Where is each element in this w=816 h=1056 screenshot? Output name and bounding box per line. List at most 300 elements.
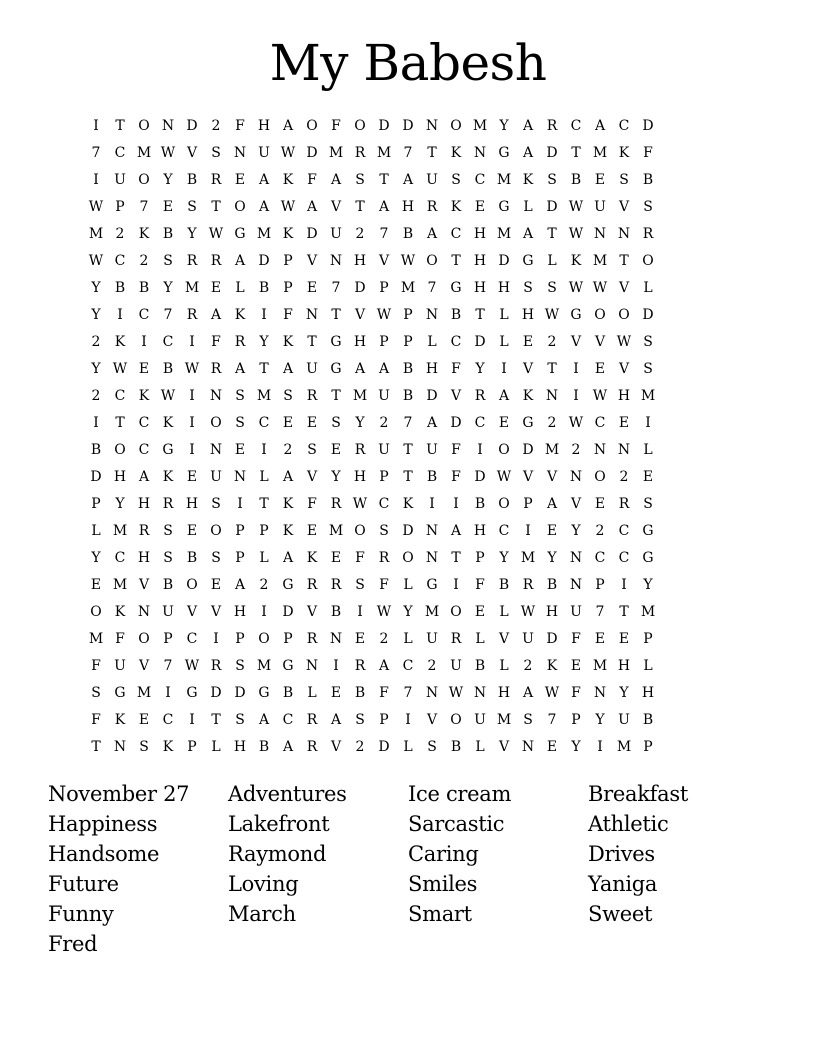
grid-letter: I xyxy=(93,118,99,134)
grid-letter: R xyxy=(210,172,222,188)
grid-letter: H xyxy=(353,334,367,350)
grid-letter: Y xyxy=(91,550,101,566)
grid-letter: D xyxy=(546,145,558,161)
grid-letter: H xyxy=(617,388,631,404)
grid-letter: T xyxy=(115,118,125,134)
grid-letter: K xyxy=(522,388,534,404)
grid-letter: O xyxy=(354,523,366,539)
grid-letter: U xyxy=(162,604,174,620)
grid-letter: M xyxy=(592,145,608,161)
grid-letter: R xyxy=(162,496,174,512)
grid-letter: V xyxy=(378,253,390,269)
grid-letter: A xyxy=(234,577,246,593)
grid-letter: 7 xyxy=(139,199,149,215)
grid-letter: 2 xyxy=(283,442,293,458)
grid-letter: P xyxy=(235,631,245,647)
grid-letter: L xyxy=(235,280,245,296)
grid-letter: E xyxy=(234,442,246,458)
grid-letter: F xyxy=(451,469,461,485)
grid-letter: V xyxy=(618,280,630,296)
grid-letter: F xyxy=(235,118,245,134)
word-list-column xyxy=(408,779,588,959)
grid-letter: R xyxy=(522,577,534,593)
grid-letter: N xyxy=(569,469,583,485)
grid-letter: R xyxy=(306,712,318,728)
grid-letter: W xyxy=(568,415,584,431)
grid-letter: S xyxy=(211,550,221,566)
grid-letter: V xyxy=(138,658,150,674)
grid-letter: G xyxy=(186,685,198,701)
grid-letter: W xyxy=(208,226,224,242)
grid-letter: N xyxy=(521,739,535,755)
grid-letter: W xyxy=(88,253,104,269)
grid-letter: U xyxy=(258,145,270,161)
grid-letter: A xyxy=(378,658,390,674)
grid-letter: S xyxy=(547,280,557,296)
grid-letter: P xyxy=(643,631,653,647)
grid-letter: P xyxy=(403,334,413,350)
grid-letter: C xyxy=(282,712,294,728)
grid-letter: M xyxy=(328,523,344,539)
grid-letter: G xyxy=(330,334,342,350)
grid-letter: I xyxy=(597,739,603,755)
grid-letter: I xyxy=(429,496,435,512)
grid-letter: 2 xyxy=(91,334,101,350)
grid-letter: S xyxy=(355,712,365,728)
word-list-item: Yaniga xyxy=(588,872,658,896)
grid-row xyxy=(84,275,732,302)
grid-letter: V xyxy=(330,739,342,755)
grid-letter: T xyxy=(403,469,413,485)
grid-letter: N xyxy=(425,550,439,566)
grid-letter: S xyxy=(547,172,557,188)
grid-row xyxy=(84,194,732,221)
grid-letter: L xyxy=(547,253,557,269)
grid-letter: B xyxy=(546,577,558,593)
grid-letter: H xyxy=(185,496,199,512)
grid-letter: B xyxy=(90,442,102,458)
grid-letter: R xyxy=(330,577,342,593)
grid-letter: H xyxy=(137,550,151,566)
grid-letter: C xyxy=(138,307,150,323)
grid-letter: Y xyxy=(163,172,173,188)
grid-letter: F xyxy=(307,496,317,512)
grid-letter: N xyxy=(569,550,583,566)
grid-letter: P xyxy=(187,739,197,755)
grid-letter: R xyxy=(450,631,462,647)
grid-letter: W xyxy=(160,145,176,161)
word-list-item: Loving xyxy=(228,872,299,896)
grid-letter: 2 xyxy=(355,739,365,755)
grid-row xyxy=(84,572,732,599)
grid-row xyxy=(84,356,732,383)
grid-letter: K xyxy=(618,145,630,161)
grid-letter: D xyxy=(474,334,486,350)
grid-letter: W xyxy=(592,280,608,296)
grid-letter: C xyxy=(594,415,606,431)
grid-letter: P xyxy=(91,496,101,512)
grid-letter: Y xyxy=(259,334,269,350)
grid-letter: N xyxy=(161,118,175,134)
grid-letter: 2 xyxy=(523,658,533,674)
grid-letter: Y xyxy=(499,118,509,134)
grid-letter: D xyxy=(306,226,318,242)
grid-letter: C xyxy=(450,334,462,350)
grid-letter: R xyxy=(138,523,150,539)
grid-letter: K xyxy=(114,334,126,350)
grid-letter: M xyxy=(496,172,512,188)
grid-letter: E xyxy=(354,631,366,647)
grid-letter: I xyxy=(525,523,531,539)
grid-letter: G xyxy=(114,685,126,701)
grid-letter: 7 xyxy=(91,145,101,161)
grid-letter: E xyxy=(210,280,222,296)
grid-letter: S xyxy=(235,388,245,404)
grid-letter: A xyxy=(330,712,342,728)
grid-letter: E xyxy=(594,496,606,512)
grid-letter: M xyxy=(256,658,272,674)
grid-letter: S xyxy=(211,496,221,512)
grid-letter: A xyxy=(258,712,270,728)
grid-letter: A xyxy=(402,172,414,188)
grid-letter: T xyxy=(259,361,269,377)
grid-letter: M xyxy=(136,685,152,701)
grid-letter: D xyxy=(402,118,414,134)
grid-letter: T xyxy=(403,442,413,458)
grid-letter: I xyxy=(453,496,459,512)
grid-letter: N xyxy=(425,118,439,134)
grid-letter: I xyxy=(189,415,195,431)
grid-letter: Y xyxy=(643,577,653,593)
grid-letter: R xyxy=(426,199,438,215)
grid-letter: U xyxy=(474,712,486,728)
grid-letter: P xyxy=(259,523,269,539)
grid-letter: 7 xyxy=(403,145,413,161)
grid-letter: G xyxy=(498,199,510,215)
grid-letter: P xyxy=(235,550,245,566)
grid-letter: A xyxy=(258,199,270,215)
grid-letter: N xyxy=(305,658,319,674)
grid-letter: 2 xyxy=(211,118,221,134)
grid-letter: Y xyxy=(571,739,581,755)
grid-letter: T xyxy=(619,604,629,620)
grid-letter: D xyxy=(210,685,222,701)
grid-row xyxy=(84,545,732,572)
word-list-item: March xyxy=(228,902,296,926)
grid-letter: C xyxy=(138,415,150,431)
grid-letter: M xyxy=(136,145,152,161)
grid-letter: R xyxy=(306,577,318,593)
grid-letter: T xyxy=(547,226,557,242)
grid-letter: P xyxy=(163,631,173,647)
grid-letter: T xyxy=(115,415,125,431)
grid-letter: E xyxy=(282,415,294,431)
grid-letter: G xyxy=(522,253,534,269)
grid-letter: E xyxy=(594,361,606,377)
grid-letter: V xyxy=(186,145,198,161)
grid-letter: K xyxy=(306,550,318,566)
grid-letter: K xyxy=(450,145,462,161)
grid-letter: L xyxy=(499,604,509,620)
grid-letter: E xyxy=(306,280,318,296)
grid-letter: M xyxy=(112,577,128,593)
grid-letter: 2 xyxy=(139,253,149,269)
grid-letter: Y xyxy=(163,280,173,296)
grid-letter: B xyxy=(498,577,510,593)
grid-letter: R xyxy=(474,388,486,404)
grid-letter: Y xyxy=(595,712,605,728)
grid-letter: T xyxy=(91,739,101,755)
grid-row xyxy=(84,653,732,680)
grid-letter: M xyxy=(592,658,608,674)
grid-letter: Y xyxy=(547,550,557,566)
grid-letter: W xyxy=(376,604,392,620)
grid-row xyxy=(84,410,732,437)
grid-letter: O xyxy=(234,199,246,215)
grid-letter: S xyxy=(619,172,629,188)
grid-letter: M xyxy=(256,226,272,242)
grid-letter: P xyxy=(379,334,389,350)
grid-letter: M xyxy=(544,442,560,458)
grid-letter: T xyxy=(571,145,581,161)
grid-letter: W xyxy=(400,253,416,269)
grid-letter: S xyxy=(523,712,533,728)
grid-letter: O xyxy=(186,577,198,593)
grid-letter: S xyxy=(643,496,653,512)
grid-letter: A xyxy=(210,307,222,323)
word-list-item: Drives xyxy=(588,842,655,866)
grid-letter: D xyxy=(90,469,102,485)
grid-letter: 2 xyxy=(547,334,557,350)
grid-letter: F xyxy=(451,361,461,377)
grid-letter: 7 xyxy=(403,415,413,431)
grid-letter: G xyxy=(450,280,462,296)
grid-letter: B xyxy=(402,226,414,242)
grid-letter: F xyxy=(211,334,221,350)
grid-letter: K xyxy=(282,334,294,350)
grid-letter: W xyxy=(280,145,296,161)
grid-row xyxy=(84,437,732,464)
grid-letter: V xyxy=(306,469,318,485)
grid-letter: K xyxy=(522,172,534,188)
grid-letter: T xyxy=(331,307,341,323)
grid-letter: K xyxy=(138,388,150,404)
grid-letter: U xyxy=(426,172,438,188)
grid-letter: L xyxy=(259,469,269,485)
grid-letter: V xyxy=(210,604,222,620)
grid-letter: W xyxy=(280,199,296,215)
grid-letter: K xyxy=(402,496,414,512)
grid-letter: I xyxy=(333,658,339,674)
grid-letter: T xyxy=(427,145,437,161)
grid-letter: W xyxy=(112,361,128,377)
grid-letter: U xyxy=(450,658,462,674)
grid-letter: A xyxy=(498,388,510,404)
grid-letter: R xyxy=(546,118,558,134)
grid-letter: A xyxy=(378,361,390,377)
grid-letter: N xyxy=(473,685,487,701)
grid-letter: V xyxy=(498,631,510,647)
grid-letter: C xyxy=(114,388,126,404)
grid-row xyxy=(84,464,732,491)
grid-row xyxy=(84,707,732,734)
grid-letter: D xyxy=(546,199,558,215)
grid-letter: E xyxy=(234,172,246,188)
grid-letter: I xyxy=(189,712,195,728)
grid-letter: V xyxy=(498,739,510,755)
grid-letter: D xyxy=(234,685,246,701)
grid-letter: H xyxy=(137,496,151,512)
grid-letter: I xyxy=(189,334,195,350)
grid-letter: W xyxy=(616,334,632,350)
grid-letter: K xyxy=(546,658,558,674)
grid-letter: A xyxy=(522,118,534,134)
grid-letter: B xyxy=(330,604,342,620)
grid-letter: S xyxy=(355,577,365,593)
grid-letter: R xyxy=(354,658,366,674)
grid-letter: Y xyxy=(331,469,341,485)
grid-letter: S xyxy=(235,658,245,674)
grid-letter: E xyxy=(210,577,222,593)
grid-letter: I xyxy=(477,442,483,458)
grid-letter: 2 xyxy=(355,226,365,242)
grid-letter: L xyxy=(91,523,101,539)
grid-letter: R xyxy=(306,388,318,404)
grid-letter: S xyxy=(451,172,461,188)
grid-letter: A xyxy=(282,361,294,377)
grid-letter: K xyxy=(162,469,174,485)
grid-letter: E xyxy=(642,469,654,485)
grid-letter: N xyxy=(617,226,631,242)
grid-letter: C xyxy=(162,334,174,350)
grid-row xyxy=(84,140,732,167)
grid-row xyxy=(84,599,732,626)
grid-letter: O xyxy=(138,118,150,134)
grid-letter: M xyxy=(328,145,344,161)
grid-letter: A xyxy=(306,199,318,215)
grid-letter: T xyxy=(355,199,365,215)
grid-letter: M xyxy=(352,388,368,404)
grid-letter: B xyxy=(354,685,366,701)
grid-letter: S xyxy=(379,523,389,539)
grid-letter: N xyxy=(425,523,439,539)
grid-letter: E xyxy=(618,631,630,647)
grid-letter: P xyxy=(235,523,245,539)
word-list-item: Adventures xyxy=(228,782,347,806)
grid-letter: A xyxy=(282,550,294,566)
grid-letter: P xyxy=(283,631,293,647)
grid-row xyxy=(84,113,732,140)
grid-letter: U xyxy=(114,172,126,188)
grid-letter: I xyxy=(261,604,267,620)
grid-letter: N xyxy=(593,226,607,242)
grid-letter: G xyxy=(330,361,342,377)
grid-letter: N xyxy=(209,442,223,458)
grid-letter: C xyxy=(450,226,462,242)
grid-letter: F xyxy=(115,631,125,647)
grid-letter: A xyxy=(282,118,294,134)
grid-letter: W xyxy=(496,469,512,485)
word-list-item: Handsome xyxy=(48,842,160,866)
grid-letter: L xyxy=(499,658,509,674)
grid-letter: B xyxy=(162,577,174,593)
grid-letter: C xyxy=(114,550,126,566)
grid-letter: P xyxy=(115,199,125,215)
grid-letter: L xyxy=(523,199,533,215)
grid-row xyxy=(84,518,732,545)
grid-letter: H xyxy=(401,199,415,215)
grid-letter: I xyxy=(117,307,123,323)
grid-letter: W xyxy=(592,388,608,404)
grid-letter: C xyxy=(138,442,150,458)
grid-letter: S xyxy=(163,550,173,566)
word-list-column xyxy=(228,779,408,959)
grid-letter: E xyxy=(330,442,342,458)
grid-letter: T xyxy=(619,253,629,269)
grid-letter: S xyxy=(643,334,653,350)
grid-letter: P xyxy=(283,280,293,296)
grid-letter: A xyxy=(330,172,342,188)
grid-letter: B xyxy=(474,496,486,512)
grid-letter: L xyxy=(259,550,269,566)
grid-letter: E xyxy=(474,199,486,215)
grid-letter: L xyxy=(499,307,509,323)
grid-letter: U xyxy=(210,469,222,485)
grid-letter: R xyxy=(186,307,198,323)
grid-letter: S xyxy=(235,415,245,431)
grid-letter: W xyxy=(184,658,200,674)
grid-letter: Y xyxy=(115,496,125,512)
grid-letter: 2 xyxy=(427,658,437,674)
grid-letter: U xyxy=(570,604,582,620)
grid-letter: H xyxy=(497,280,511,296)
grid-letter: R xyxy=(618,496,630,512)
grid-letter: F xyxy=(355,550,365,566)
grid-letter: 7 xyxy=(427,280,437,296)
word-list-item: Fred xyxy=(48,932,98,956)
grid-letter: D xyxy=(450,415,462,431)
word-list-item: Raymond xyxy=(228,842,327,866)
grid-letter: F xyxy=(571,631,581,647)
grid-letter: O xyxy=(498,442,510,458)
grid-letter: Y xyxy=(91,307,101,323)
grid-letter: R xyxy=(210,361,222,377)
grid-letter: V xyxy=(426,712,438,728)
grid-letter: O xyxy=(210,415,222,431)
grid-letter: A xyxy=(522,685,534,701)
grid-letter: W xyxy=(568,199,584,215)
grid-letter: R xyxy=(330,496,342,512)
grid-letter: K xyxy=(570,253,582,269)
grid-letter: F xyxy=(307,172,317,188)
grid-letter: U xyxy=(330,226,342,242)
grid-row xyxy=(84,626,732,653)
grid-letter: C xyxy=(114,145,126,161)
grid-letter: O xyxy=(450,118,462,134)
grid-letter: C xyxy=(498,523,510,539)
grid-letter: K xyxy=(282,226,294,242)
grid-letter: B xyxy=(114,280,126,296)
grid-letter: 7 xyxy=(331,280,341,296)
grid-letter: M xyxy=(112,523,128,539)
grid-letter: K xyxy=(114,712,126,728)
grid-letter: S xyxy=(235,712,245,728)
grid-letter: F xyxy=(91,712,101,728)
grid-letter: N xyxy=(305,307,319,323)
grid-letter: G xyxy=(234,226,246,242)
grid-letter: E xyxy=(546,739,558,755)
grid-letter: P xyxy=(643,739,653,755)
